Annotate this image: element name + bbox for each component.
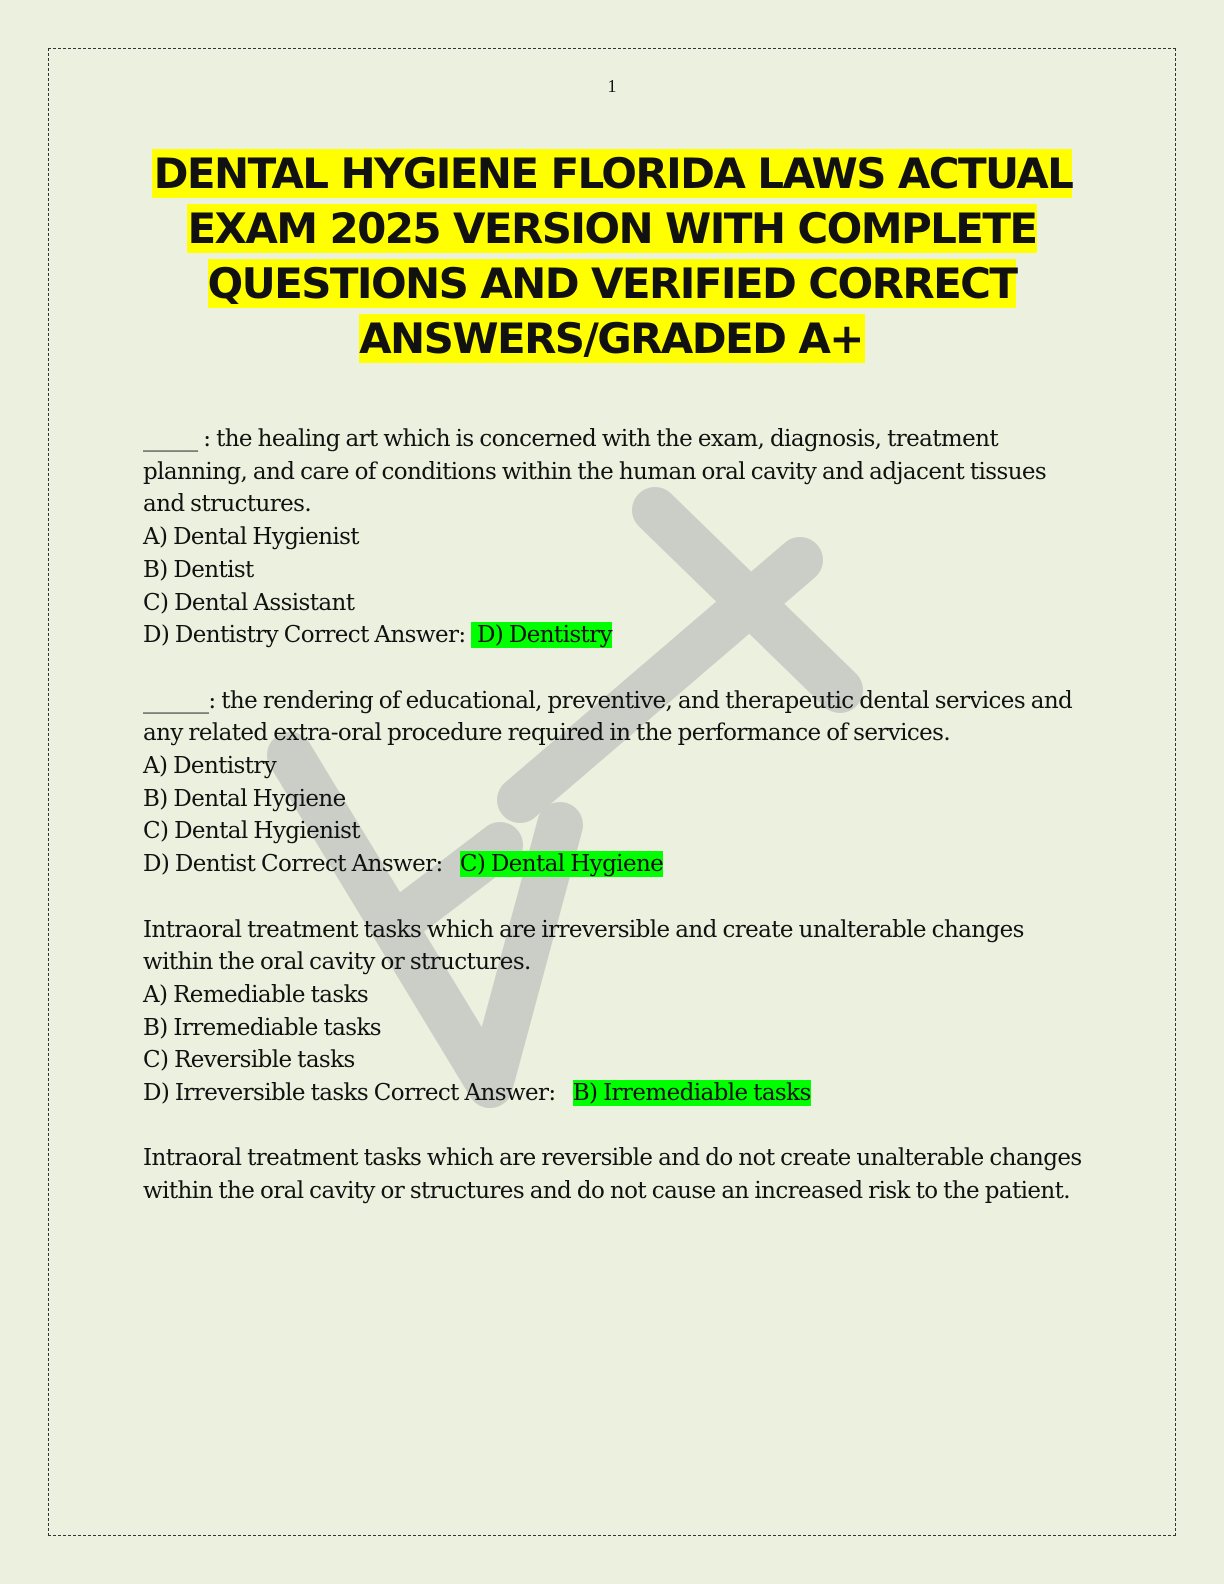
- document-title: [140, 146, 1084, 366]
- question-prompt: Intraoral treatment tasks which are irreversible and create unalterable changes within the oral cavity or structures.: [143, 916, 1024, 976]
- options-list: [143, 521, 1093, 652]
- page-number: 1: [607, 76, 617, 96]
- option-item-with-answer: [143, 1077, 1093, 1110]
- options-list: [143, 979, 1093, 1110]
- answer-label: Correct Answer:: [373, 1080, 556, 1107]
- question-prompt: _____ : the healing art which is concerned with the exam, diagnosis, treatment planning, and care of conditions within the human oral cavity and adjacent tissues and structures.: [143, 426, 1047, 518]
- option-item-with-answer: [143, 848, 1093, 881]
- question-prompt: ______: the rendering of educational, preventive, and therapeutic dental services and any related extra-oral procedure required in the performance of services.: [143, 687, 1073, 747]
- correct-answer: [471, 622, 612, 648]
- question-block: [143, 1142, 1093, 1207]
- answer-label: Correct Answer:: [283, 622, 466, 649]
- question-prompt: Intraoral treatment tasks which are reversible and do not create unalterable changes within the oral cavity or structures and do not cause an increased risk to the patient.: [143, 1145, 1082, 1205]
- option-item: A) Remediable tasks: [143, 981, 369, 1008]
- option-item: B) Dentist: [143, 556, 254, 583]
- correct-answer-text: D) Dentistry: [476, 622, 612, 649]
- option-item: D) Dentist: [143, 851, 256, 878]
- question-block: [143, 914, 1093, 1110]
- options-list: [143, 750, 1093, 881]
- title-text: DENTAL HYGIENE FLORIDA LAWS ACTUAL EXAM 2025 VERSION WITH COMPLETE QUESTIONS AND VERIFIED CORRECT ANSWERS/GRADED A+: [153, 149, 1073, 363]
- option-item-with-answer: [143, 619, 1093, 652]
- option-item: C) Dental Hygienist: [143, 818, 360, 845]
- option-item: B) Dental Hygiene: [143, 785, 346, 812]
- correct-answer-text: C) Dental Hygiene: [459, 851, 664, 878]
- answer-label: Correct Answer:: [260, 851, 443, 878]
- option-item: C) Reversible tasks: [143, 1047, 355, 1074]
- option-item: B) Irremediable tasks: [143, 1014, 381, 1041]
- correct-answer: [573, 1080, 811, 1106]
- correct-answer-text: B) Irremediable tasks: [572, 1080, 811, 1107]
- option-item: A) Dentistry: [143, 753, 277, 780]
- option-item: C) Dental Assistant: [143, 589, 355, 616]
- question-block: [143, 423, 1093, 652]
- option-item: D) Irreversible tasks: [143, 1080, 369, 1107]
- correct-answer: [460, 851, 663, 877]
- question-block: [143, 685, 1093, 881]
- question-list: [143, 423, 1093, 1208]
- option-item: A) Dental Hygienist: [143, 524, 359, 551]
- option-item: D) Dentistry: [143, 622, 279, 649]
